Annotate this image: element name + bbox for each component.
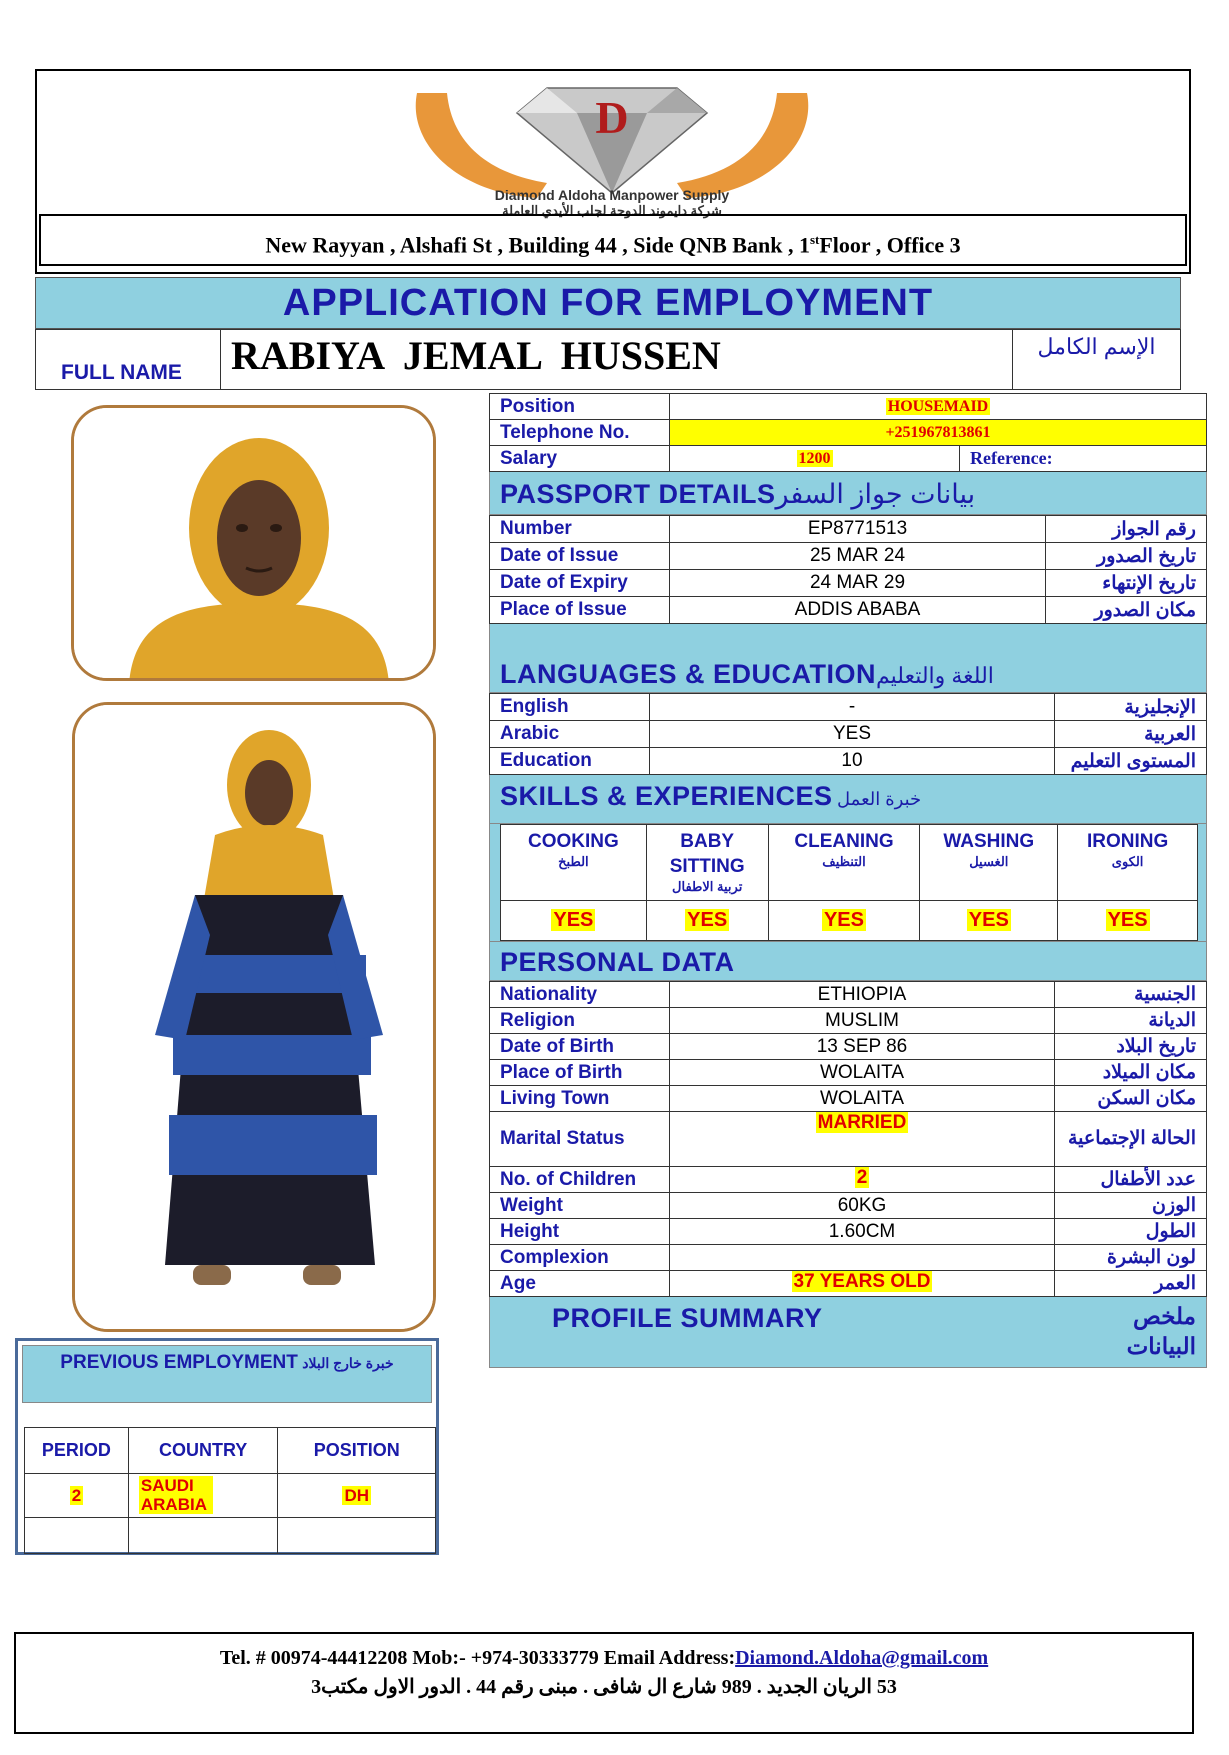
full-body-photo — [75, 705, 436, 1332]
personal-label-ar: مكان السكن — [1055, 1086, 1207, 1112]
reference-label: Reference: — [960, 446, 1207, 472]
page-title-bar — [35, 277, 1181, 329]
skill-value: YES — [687, 909, 728, 931]
personal-row — [490, 1271, 1207, 1297]
previous-employment-table — [24, 1427, 436, 1554]
personal-value — [670, 1271, 1055, 1297]
passport-label: Date of Issue — [490, 543, 670, 570]
personal-row — [490, 1112, 1207, 1167]
previous-cell-position — [278, 1474, 436, 1518]
personal-label-ar: الديانة — [1055, 1008, 1207, 1034]
passport-table — [489, 515, 1207, 624]
personal-value: 60KG — [670, 1193, 1055, 1219]
personal-row — [490, 1008, 1207, 1034]
personal-label-ar: الوزن — [1055, 1193, 1207, 1219]
personal-label: Complexion — [490, 1245, 670, 1271]
personal-value-highlight: 2 — [856, 1167, 868, 1188]
personal-label-ar: العمر — [1055, 1271, 1207, 1297]
footer-email-link[interactable]: Diamond.Aldoha@gmail.com — [735, 1647, 989, 1669]
skill-name-cell — [920, 825, 1058, 901]
personal-row — [490, 1219, 1207, 1245]
footer-box — [14, 1632, 1194, 1734]
profile-summary-header — [489, 1297, 1207, 1368]
previous-row — [25, 1474, 436, 1518]
address-bar — [39, 214, 1187, 266]
personal-label: Nationality — [490, 982, 670, 1008]
passport-label-ar: تاريخ الإنتهاء — [1046, 570, 1207, 597]
salary-value-cell — [670, 446, 960, 472]
personal-label-ar: عدد الأطفال — [1055, 1167, 1207, 1193]
languages-label: English — [490, 694, 650, 721]
personal-header: PERSONAL DATA — [489, 942, 1207, 981]
personal-row — [490, 1060, 1207, 1086]
personal-row — [490, 1193, 1207, 1219]
personal-label: Place of Birth — [490, 1060, 670, 1086]
passport-value: ADDIS ABABA — [670, 597, 1046, 624]
passport-label-ar: رقم الجواز — [1046, 516, 1207, 543]
passport-row — [490, 516, 1207, 543]
personal-label-ar: تاريخ البلاد — [1055, 1034, 1207, 1060]
languages-label: Arabic — [490, 721, 650, 748]
right-column — [489, 393, 1207, 1368]
skill-name-ar: الكوى — [1111, 854, 1144, 869]
passport-row — [490, 543, 1207, 570]
skill-name: IRONING — [1086, 831, 1169, 852]
languages-value: YES — [650, 721, 1055, 748]
previous-header-cell: COUNTRY — [128, 1428, 278, 1474]
company-name-en: Diamond Aldoha Manpower Supply — [494, 187, 730, 203]
passport-label: Number — [490, 516, 670, 543]
address-sup: st — [809, 232, 820, 247]
previous-value-position: DH — [344, 1485, 370, 1505]
skill-name-ar: الطبخ — [558, 854, 589, 869]
personal-label: Age — [490, 1271, 670, 1297]
full-name-label: FULL NAME — [36, 330, 221, 390]
languages-label: Education — [490, 748, 650, 775]
personal-row — [490, 1245, 1207, 1271]
languages-value: 10 — [650, 748, 1055, 775]
personal-value — [670, 1112, 1055, 1167]
skill-name: CLEANING — [794, 831, 894, 852]
portrait-photo-frame — [71, 405, 436, 681]
languages-table — [489, 693, 1207, 775]
address-text-end: Floor , Office 3 — [819, 232, 961, 258]
personal-label: Marital Status — [490, 1112, 670, 1167]
languages-row — [490, 721, 1207, 748]
personal-label-ar: الجنسية — [1055, 982, 1207, 1008]
passport-header: PASSPORT DETAILSبيانات جواز السفر — [489, 472, 1207, 515]
address-text: New Rayyan , Alshafi St , Building 44 , Side QNB Bank , 1 — [265, 232, 810, 258]
footer-contact: Tel. # 00974-44412208 Mob:- +974-30333779 Email Address: — [219, 1647, 736, 1669]
languages-label-ar: العربية — [1055, 721, 1207, 748]
skills-table — [500, 824, 1198, 941]
job-table — [489, 393, 1207, 472]
personal-label: No. of Children — [490, 1167, 670, 1193]
empty-cell — [278, 1518, 436, 1554]
skill-value: YES — [823, 909, 864, 931]
skill-value-cell — [646, 901, 768, 941]
passport-row — [490, 597, 1207, 624]
skill-name-ar: التنظيف — [822, 854, 866, 869]
personal-value — [670, 1245, 1055, 1271]
passport-label: Place of Issue — [490, 597, 670, 624]
personal-label-ar: الحالة الإجتماعية — [1055, 1112, 1207, 1167]
skill-name: COOKING — [528, 831, 619, 852]
personal-row — [490, 1167, 1207, 1193]
logo-letter: D — [595, 92, 629, 143]
previous-employment-box — [15, 1338, 439, 1555]
previous-cell-country — [128, 1474, 278, 1518]
previous-employment-header: PREVIOUS EMPLOYMENT خبرة خارج البلاد — [22, 1345, 432, 1403]
personal-value: WOLAITA — [670, 1060, 1055, 1086]
header-box — [35, 69, 1191, 274]
passport-value: 24 MAR 29 — [670, 570, 1046, 597]
passport-label: Date of Expiry — [490, 570, 670, 597]
full-name-label-ar: الإسم الكامل — [1013, 330, 1181, 390]
profile-summary-title: PROFILE SUMMARY — [552, 1303, 823, 1333]
personal-row — [490, 982, 1207, 1008]
skill-name-ar: تربية الاطفال — [672, 879, 743, 894]
previous-header-cell: PERIOD — [25, 1428, 129, 1474]
passport-label-ar: تاريخ الصدور — [1046, 543, 1207, 570]
footer-address-ar: 53 الريان الجديد . 989 شارع ال شافى . مبنى رقم 44 . الدور الاول مكتب3 — [311, 1676, 897, 1698]
skill-value-cell — [768, 901, 920, 941]
profile-summary-title-ar: ملخص البيانات — [1126, 1303, 1196, 1359]
position-label: Position — [490, 394, 670, 420]
personal-value: 1.60CM — [670, 1219, 1055, 1245]
skill-value: YES — [1107, 909, 1148, 931]
personal-value: WOLAITA — [670, 1086, 1055, 1112]
position-value-cell — [670, 394, 1207, 420]
full-name-value: RABIYA JEMAL HUSSEN — [221, 330, 1013, 390]
personal-label: Living Town — [490, 1086, 670, 1112]
personal-label-ar: مكان الميلاد — [1055, 1060, 1207, 1086]
languages-row — [490, 694, 1207, 721]
skills-panel — [489, 824, 1207, 942]
personal-value: 13 SEP 86 — [670, 1034, 1055, 1060]
skill-name: BABY SITTING — [669, 831, 745, 877]
skill-name-cell — [768, 825, 920, 901]
personal-value: MUSLIM — [670, 1008, 1055, 1034]
salary-label: Salary — [490, 446, 670, 472]
skill-name-ar: الغسيل — [969, 854, 1009, 869]
personal-value-highlight: MARRIED — [817, 1112, 907, 1133]
previous-header-cell: POSITION — [278, 1428, 436, 1474]
passport-value: 25 MAR 24 — [670, 543, 1046, 570]
skill-value: YES — [968, 909, 1009, 931]
languages-label-ar: المستوى التعليم — [1055, 748, 1207, 775]
position-value: HOUSEMAID — [887, 397, 989, 415]
personal-value: ETHIOPIA — [670, 982, 1055, 1008]
personal-row — [490, 1034, 1207, 1060]
passport-value: EP8771513 — [670, 516, 1046, 543]
skill-value-cell — [920, 901, 1058, 941]
skill-name-cell — [501, 825, 647, 901]
personal-row — [490, 1086, 1207, 1112]
previous-value-period: 2 — [71, 1485, 82, 1505]
skill-value-cell — [501, 901, 647, 941]
passport-label-ar: مكان الصدور — [1046, 597, 1207, 624]
personal-value-highlight: 37 YEARS OLD — [793, 1271, 931, 1292]
skill-value: YES — [553, 909, 594, 931]
previous-cell-period — [25, 1474, 129, 1518]
personal-label: Weight — [490, 1193, 670, 1219]
company-name-ar: شركة دايموند الدوحة لجلب الأيدي العاملة — [502, 203, 722, 218]
skill-value-cell — [1058, 901, 1198, 941]
full-name-table — [35, 329, 1181, 390]
personal-label: Height — [490, 1219, 670, 1245]
personal-label: Date of Birth — [490, 1034, 670, 1060]
personal-value — [670, 1167, 1055, 1193]
full-body-photo-frame — [72, 702, 436, 1332]
empty-cell — [128, 1518, 278, 1554]
skills-header: SKILLS & EXPERIENCES خبرة العمل — [489, 775, 1207, 824]
skill-name: WASHING — [943, 831, 1035, 852]
personal-label-ar: الطول — [1055, 1219, 1207, 1245]
languages-value: - — [650, 694, 1055, 721]
skill-name-cell — [646, 825, 768, 901]
page-title: APPLICATION FOR EMPLOYMENT — [282, 282, 934, 324]
skill-name-cell — [1058, 825, 1198, 901]
salary-value: 1200 — [798, 449, 831, 467]
languages-row — [490, 748, 1207, 775]
languages-header: LANGUAGES & EDUCATIONاللغة والتعليم — [489, 624, 1207, 693]
portrait-photo — [74, 408, 436, 681]
telephone-label: Telephone No. — [490, 420, 670, 446]
languages-label-ar: الإنجليزية — [1055, 694, 1207, 721]
personal-label: Religion — [490, 1008, 670, 1034]
telephone-value: +251967813861 — [670, 420, 1207, 446]
previous-value-country: SAUDI ARABIA — [139, 1476, 213, 1514]
personal-table — [489, 981, 1207, 1297]
empty-cell — [25, 1518, 129, 1554]
passport-row — [490, 570, 1207, 597]
personal-label-ar: لون البشرة — [1055, 1245, 1207, 1271]
